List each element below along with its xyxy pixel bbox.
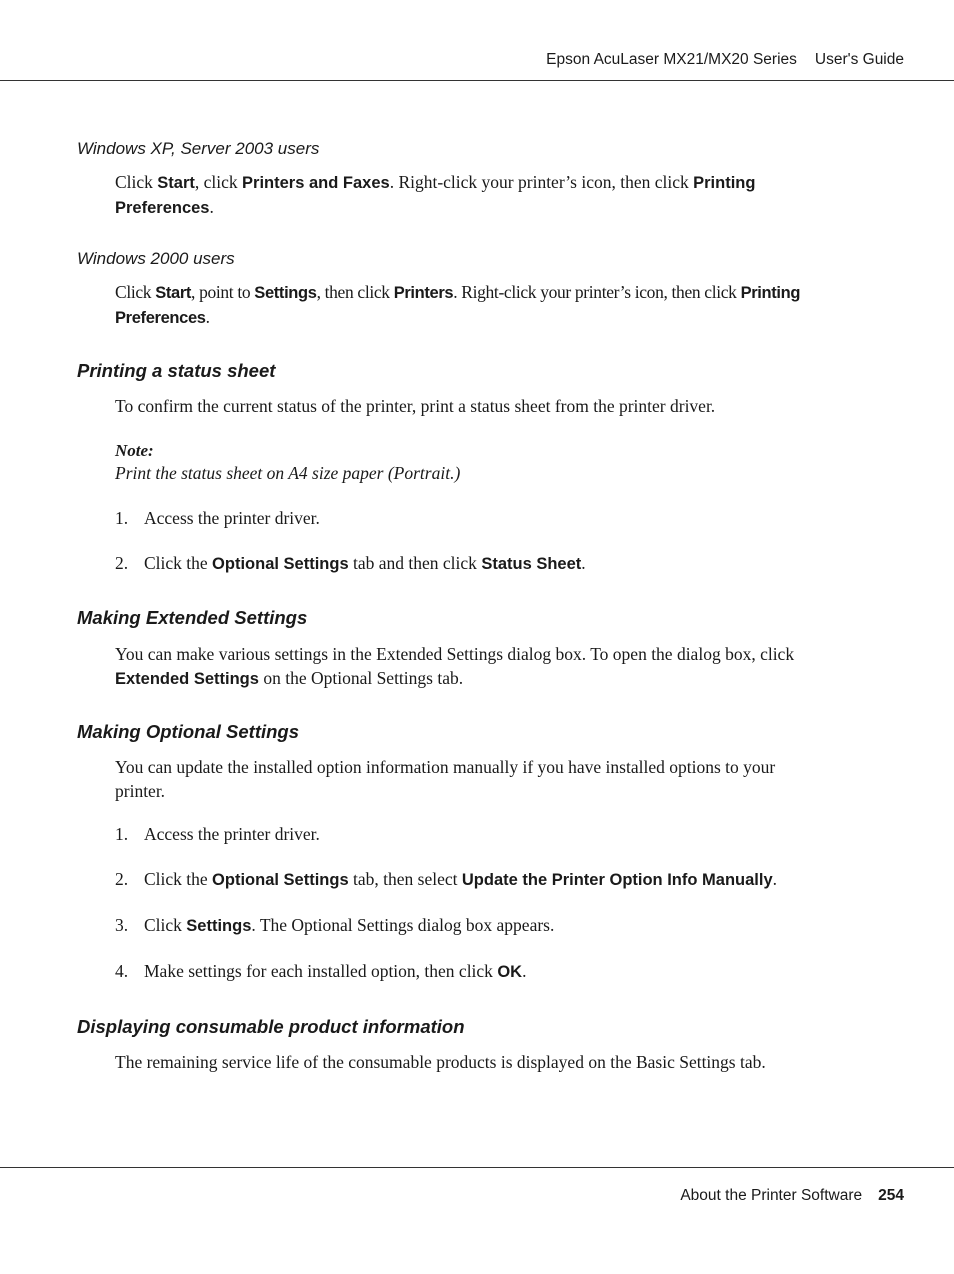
footer-section: About the Printer Software: [680, 1187, 863, 1204]
paragraph-consumable-info: The remaining service life of the consumable products is displayed on the Basic Settings tab.: [115, 1052, 766, 1072]
subheading-windows-2000: Windows 2000 users: [77, 249, 235, 268]
paragraph-optional-settings: You can update the installed option information manually if you have installed options to your printer.: [115, 757, 776, 801]
list-item: 1. Access the printer driver.: [115, 824, 320, 844]
paragraph-status-intro: To confirm the current status of the printer, print a status sheet from the printer driver.: [115, 396, 716, 416]
page-footer: [680, 1187, 904, 1205]
header-series: Epson AcuLaser MX21/MX20 Series: [546, 51, 797, 68]
heading-printing-status-sheet: Printing a status sheet: [77, 360, 276, 381]
header-guide: User's Guide: [814, 51, 904, 68]
list-item: 4. Make settings for each installed option, then click OK.: [115, 961, 527, 981]
heading-making-optional-settings: Making Optional Settings: [77, 721, 300, 742]
footer-rule: [0, 1167, 954, 1168]
list-item: 1. Access the printer driver.: [115, 508, 320, 528]
header-rule: [0, 80, 954, 81]
page-header: [546, 51, 904, 69]
list-item: 2. Click the Optional Settings tab, then select Update the Printer Option Info Manually.: [115, 869, 778, 889]
subheading-windows-xp: Windows XP, Server 2003 users: [77, 139, 320, 158]
paragraph-extended-settings: You can make various settings in the Extended Settings dialog box. To open the dialog box, click Extended Settings on the Optional Settings tab.: [115, 644, 795, 688]
list-item: 2. Click the Optional Settings tab and then click Status Sheet.: [115, 553, 586, 573]
paragraph-windows-xp: Click Start, click Printers and Faxes. Right-click your printer’s icon, then click Printing Preferences.: [115, 172, 756, 217]
note-title: Note:: [115, 441, 154, 460]
heading-consumable-info: Displaying consumable product information: [77, 1016, 465, 1037]
heading-making-extended-settings: Making Extended Settings: [77, 607, 308, 628]
list-item: 3. Click Settings. The Optional Settings dialog box appears.: [115, 915, 555, 935]
note-text: Print the status sheet on A4 size paper (Portrait.): [115, 463, 461, 483]
page-number: 254: [878, 1187, 904, 1204]
paragraph-windows-2000: Click Start, point to Settings, then click Printers. Right-click your printer’s icon, then click Printing Preferences.: [115, 282, 801, 327]
